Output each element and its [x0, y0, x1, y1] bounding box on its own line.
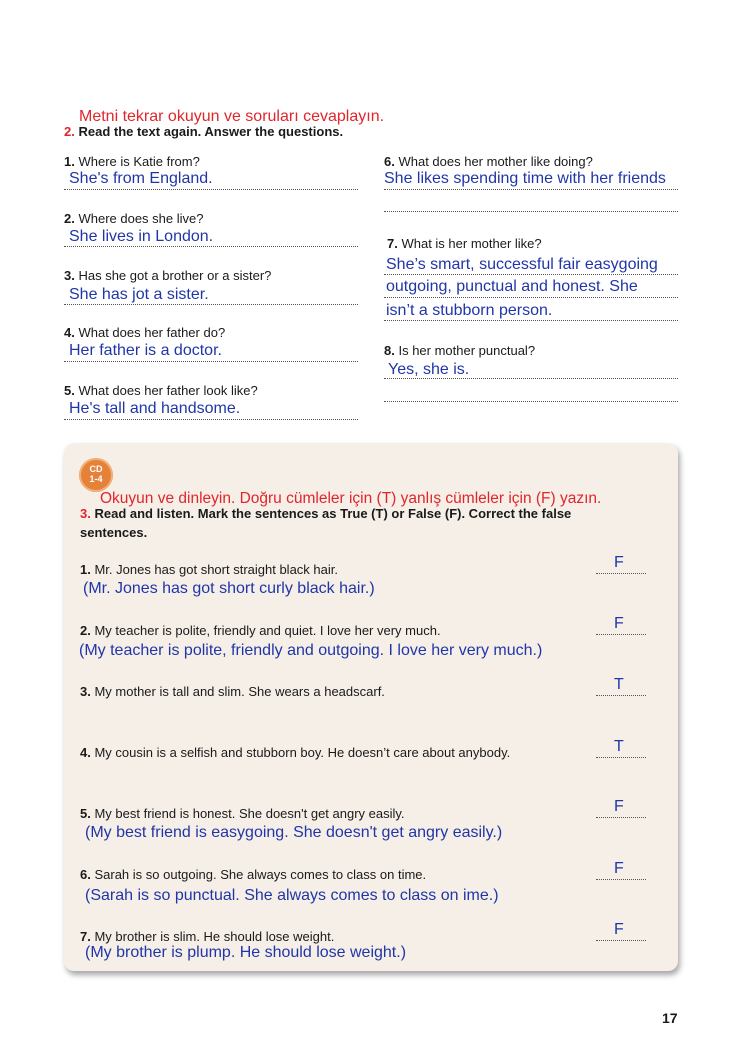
section3-number: 3.: [80, 506, 91, 521]
question-2: 2. Where does she live?: [64, 211, 204, 226]
section2-instruction: Read the text again. Answer the questions.: [78, 124, 344, 139]
answer-line-1: [64, 189, 358, 190]
sentence-7: 7. My brother is slim. He should lose weight.: [80, 929, 335, 944]
answer-line-7b: [384, 297, 678, 298]
mark-slot-6: [596, 862, 646, 880]
question-3: 3. Has she got a brother or a sister?: [64, 268, 272, 283]
answer-2: She lives in London.: [69, 228, 214, 245]
section2-title-tr: Metni tekrar okuyun ve soruları cevaplayın.: [79, 108, 385, 125]
answer-7-line-3: isn’t a stubborn person.: [386, 302, 553, 319]
cd-track: 1-4: [89, 474, 103, 484]
answer-7-line-2: outgoing, punctual and honest. She: [386, 278, 638, 295]
question-5: 5. What does her father look like?: [64, 383, 258, 398]
mark-2: F: [614, 615, 624, 632]
cd-track-badge: [79, 458, 113, 492]
mark-4: T: [614, 738, 624, 755]
sentence-5: 5. My best friend is honest. She doesn't get angry easily.: [80, 806, 405, 821]
answer-line-8a: [384, 378, 678, 379]
section3-title-en: [80, 506, 571, 521]
sentence-1: 1. Mr. Jones has got short straight black hair.: [80, 562, 338, 577]
question-6: 6. What does her mother like doing?: [384, 154, 593, 169]
correction-2: (My teacher is polite, friendly and outgoing. I love her very much.): [79, 642, 543, 659]
answer-4: Her father is a doctor.: [69, 342, 222, 359]
answer-7-line-1: She’s smart, successful fair easygoing: [386, 256, 658, 273]
answer-line-6a: [384, 189, 678, 190]
correction-6: (Sarah is so punctual. She always comes to class on ime.): [85, 887, 499, 904]
correction-5: (My best friend is easygoing. She doesn't get angry easily.): [85, 824, 503, 841]
correction-1: (Mr. Jones has got short curly black hair.): [83, 580, 375, 597]
mark-slot-1: [596, 556, 646, 574]
mark-slot-4: [596, 740, 646, 758]
section2-title-en: [64, 124, 343, 139]
mark-6: F: [614, 860, 624, 877]
mark-slot-3: [596, 678, 646, 696]
answer-line-8b: [384, 401, 678, 402]
section3-title-tr: Okuyun ve dinleyin. Doğru cümleler için (T) yanlış cümleler için (F) yazın.: [100, 490, 602, 507]
answer-line-6b: [384, 211, 678, 212]
answer-6: She likes spending time with her friends: [384, 170, 666, 187]
answer-line-3: [64, 304, 358, 305]
page-number: 17: [662, 1010, 678, 1026]
cd-label: CD: [89, 464, 103, 474]
mark-slot-5: [596, 800, 646, 818]
answer-line-2: [64, 246, 358, 247]
mark-slot-2: [596, 617, 646, 635]
answer-5: He's tall and handsome.: [69, 400, 241, 417]
answer-line-5: [64, 419, 358, 420]
mark-3: T: [614, 676, 624, 693]
question-4: 4. What does her father do?: [64, 325, 226, 340]
section2-number: 2.: [64, 124, 75, 139]
mark-1: F: [614, 554, 624, 571]
answer-8: Yes, she is.: [388, 361, 470, 378]
answer-line-7a: [384, 274, 678, 275]
section3-instruction-line-1: Read and listen. Mark the sentences as True (T) or False (F). Correct the false: [94, 506, 572, 521]
correction-7: (My brother is plump. He should lose weight.): [85, 944, 407, 961]
sentence-3: 3. My mother is tall and slim. She wears a headscarf.: [80, 684, 385, 699]
sentence-4: 4. My cousin is a selfish and stubborn boy. He doesn’t care about anybody.: [80, 745, 511, 760]
mark-5: F: [614, 798, 624, 815]
question-8: 8. Is her mother punctual?: [384, 343, 536, 358]
answer-line-4: [64, 361, 358, 362]
sentence-2: 2. My teacher is polite, friendly and quiet. I love her very much.: [80, 623, 441, 638]
answer-line-7c: [384, 320, 678, 321]
answer-1: She's from England.: [69, 170, 213, 187]
mark-slot-7: [596, 923, 646, 941]
question-1: 1. Where is Katie from?: [64, 154, 200, 169]
sentence-6: 6. Sarah is so outgoing. She always comes to class on time.: [80, 867, 427, 882]
section3-instruction-line-2: sentences.: [80, 525, 148, 540]
question-7: 7. What is her mother like?: [387, 236, 542, 251]
mark-7: F: [614, 921, 624, 938]
answer-3: She has jot a sister.: [69, 286, 209, 303]
